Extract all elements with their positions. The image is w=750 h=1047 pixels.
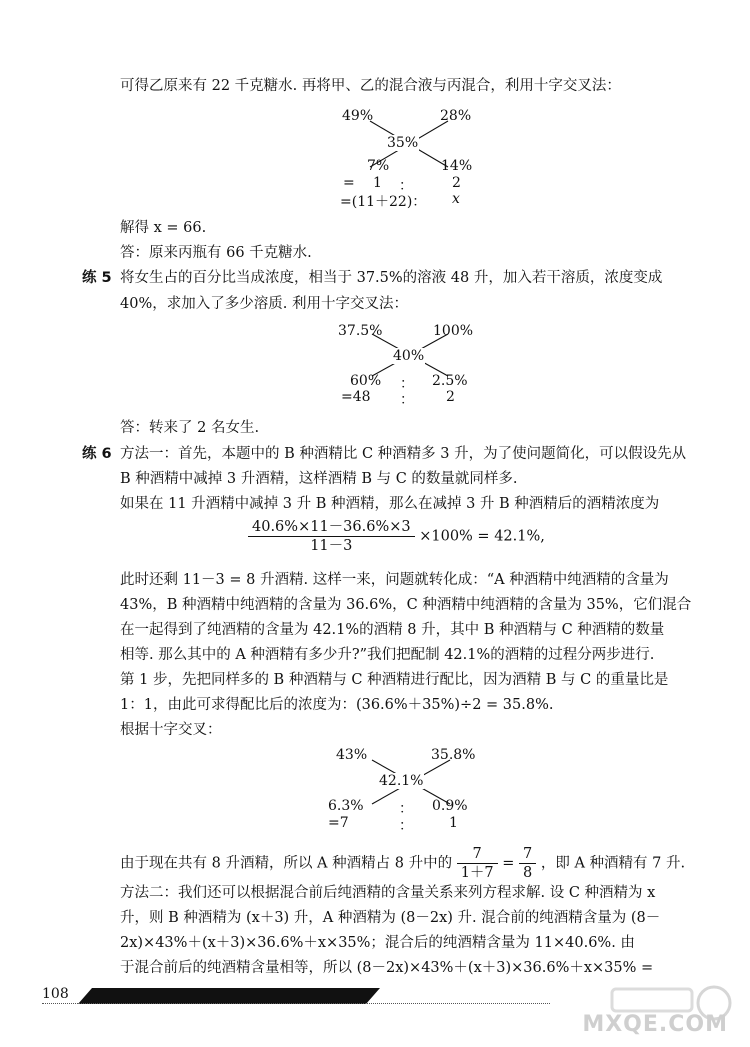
fraction-1 bbox=[457, 845, 498, 882]
cross2-center: 40% bbox=[393, 348, 425, 364]
para-1-line-1: 此时还剩 11－3 = 8 升酒精. 这样一来，问题就转化成：“A 种酒精中纯酒精的含量为 bbox=[120, 572, 669, 588]
para-1-line-6: 1：1，由此可求得配比后的浓度为：(36.6%＋35%)÷2 = 35.8%. bbox=[120, 697, 554, 713]
cross1-eq1-left: 1 bbox=[373, 175, 382, 191]
method-2-line-3: 2x)×43%＋(x＋3)×36.6%＋x×35%；混合后的纯酒精含量为 11×40.6%. 由 bbox=[120, 935, 635, 951]
cross1-eq1-right: 2 bbox=[452, 175, 461, 191]
cross3-colon: ： bbox=[399, 801, 413, 817]
cross3-bottom-left: 6.3% bbox=[328, 798, 364, 814]
para-1-line-3: 在一起得到了纯酒精的含量为 42.1%的酒精 8 升，其中 B 种酒精与 C 种酒精的数量 bbox=[120, 622, 665, 638]
cross2-eq-colon: ： bbox=[400, 392, 414, 408]
cross2-top-left: 37.5% bbox=[338, 323, 383, 339]
intro-line: 可得乙原来有 22 千克糖水. 再将甲、乙的混合液与丙混合，利用十字交叉法： bbox=[120, 78, 621, 94]
cross2-top-right: 100% bbox=[433, 323, 474, 339]
solve-line: 解得 x = 66. bbox=[120, 220, 207, 236]
method-2-line-4: 于混合前后的纯酒精含量相等，所以 (8－2x)×43%＋(x＋3)×36.6%＋x×35% = bbox=[120, 960, 654, 976]
fraction-2-numerator: 7 bbox=[519, 845, 536, 864]
cross3-eq-colon: ： bbox=[399, 818, 413, 834]
watermark-text: MXQE.COM bbox=[582, 1012, 728, 1037]
para-1-line-5: 第 1 步，先把同样多的 B 种酒精与 C 种酒精进行配比，因为酒精 B 与 C 的重量比是 bbox=[120, 672, 669, 688]
fraction-1-numerator: 7 bbox=[457, 845, 498, 864]
cross3-top-left: 43% bbox=[336, 747, 368, 763]
fraction-1-denominator: 1＋7 bbox=[460, 865, 494, 881]
method-2-line-2: 升，则 B 种酒精为 (x＋3) 升，A 种酒精为 (8－2x) 升. 混合前的纯酒精含量为 (8－ bbox=[120, 910, 661, 926]
para-1-line-7: 根据十字交叉： bbox=[120, 722, 222, 738]
cross3-top-right: 35.8% bbox=[431, 747, 476, 763]
cross2-eq-right: 2 bbox=[446, 389, 455, 405]
cross3-bottom-right: 0.9% bbox=[432, 798, 468, 814]
para-1-line-2: 43%，B 种酒精中纯酒精的含量为 36.6%，C 种酒精中纯酒精的含量为 35%，它们混合 bbox=[120, 597, 692, 613]
exercise-6-line-2: B 种酒精中减掉 3 升酒精，这样酒精 B 与 C 的数量就同样多. bbox=[120, 471, 518, 487]
formula-1-fraction bbox=[248, 518, 415, 555]
exercise-6-label: 练 6 bbox=[82, 446, 112, 462]
cross1-top-right: 28% bbox=[440, 108, 472, 124]
exercise-6-line-3: 如果在 11 升酒精中减掉 3 升 B 种酒精，那么在减掉 3 升 B 种酒精后的酒精浓度为 bbox=[120, 496, 660, 512]
answer-2: 答：转来了 2 名女生. bbox=[120, 420, 260, 436]
exercise-6-line-1: 方法一：首先，本题中的 B 种酒精比 C 种酒精多 3 升，为了使问题简化，可以假设先从 bbox=[120, 446, 687, 462]
fraction-2 bbox=[519, 845, 536, 882]
answer-1: 答：原来丙瓶有 66 千克糖水. bbox=[120, 245, 312, 261]
formula-1 bbox=[248, 518, 545, 555]
conclusion-pre: 由于现在共有 8 升酒精，所以 A 种酒精占 8 升中的 bbox=[120, 855, 453, 872]
cross3-eq-left: =7 bbox=[328, 815, 349, 831]
cross1-center: 35% bbox=[387, 135, 419, 151]
cross1-top-left: 49% bbox=[342, 108, 374, 124]
cross2-eq-left: =48 bbox=[341, 389, 371, 405]
para-1-line-4: 相等. 那么其中的 A 种酒精有多少升?”我们把配制 42.1%的酒精的过程分两步进行. bbox=[120, 647, 655, 663]
cross1-bottom-right: 14% bbox=[441, 158, 473, 174]
fraction-2-denominator: 8 bbox=[523, 865, 533, 881]
cross3-eq-right: 1 bbox=[449, 815, 458, 831]
cross1-eq1-sign: = bbox=[343, 175, 355, 191]
conclusion-line bbox=[120, 845, 685, 882]
exercise-5-line-1: 将女生占的百分比当成浓度，相当于 37.5%的溶液 48 升，加入若干溶质，浓度变成 bbox=[120, 270, 663, 286]
cross1-bottom-left: 7% bbox=[367, 158, 390, 174]
cross2-colon: ： bbox=[400, 376, 414, 392]
page-number: 108 bbox=[42, 986, 69, 1002]
cross2-bottom-right: 2.5% bbox=[432, 373, 468, 389]
cross1-eq1-colon: ： bbox=[399, 178, 413, 194]
footer-bar bbox=[78, 988, 388, 1004]
cross2-bottom-left: 60% bbox=[350, 373, 382, 389]
footer-dotted-rule bbox=[42, 1003, 550, 1004]
conclusion-eq: = bbox=[502, 855, 515, 872]
exercise-5-line-2: 40%，求加入了多少溶质. 利用十字交叉法： bbox=[120, 296, 408, 312]
exercise-5-label: 练 5 bbox=[82, 270, 112, 286]
cross1-eq2: =(11＋22)： bbox=[340, 194, 427, 210]
method-2-line-1: 方法二：我们还可以根据混合前后纯酒精的含量关系来列方程求解. 设 C 种酒精为 x bbox=[120, 885, 656, 901]
formula-1-rest: ×100% = 42.1%, bbox=[419, 528, 545, 545]
cross3-center: 42.1% bbox=[379, 773, 424, 789]
conclusion-post: ，即 A 种酒精有 7 升. bbox=[540, 855, 686, 872]
formula-1-numerator: 40.6%×11－36.6%×3 bbox=[248, 518, 415, 537]
formula-1-denominator: 11－3 bbox=[310, 538, 353, 554]
cross1-eq2-right: x bbox=[452, 191, 460, 207]
